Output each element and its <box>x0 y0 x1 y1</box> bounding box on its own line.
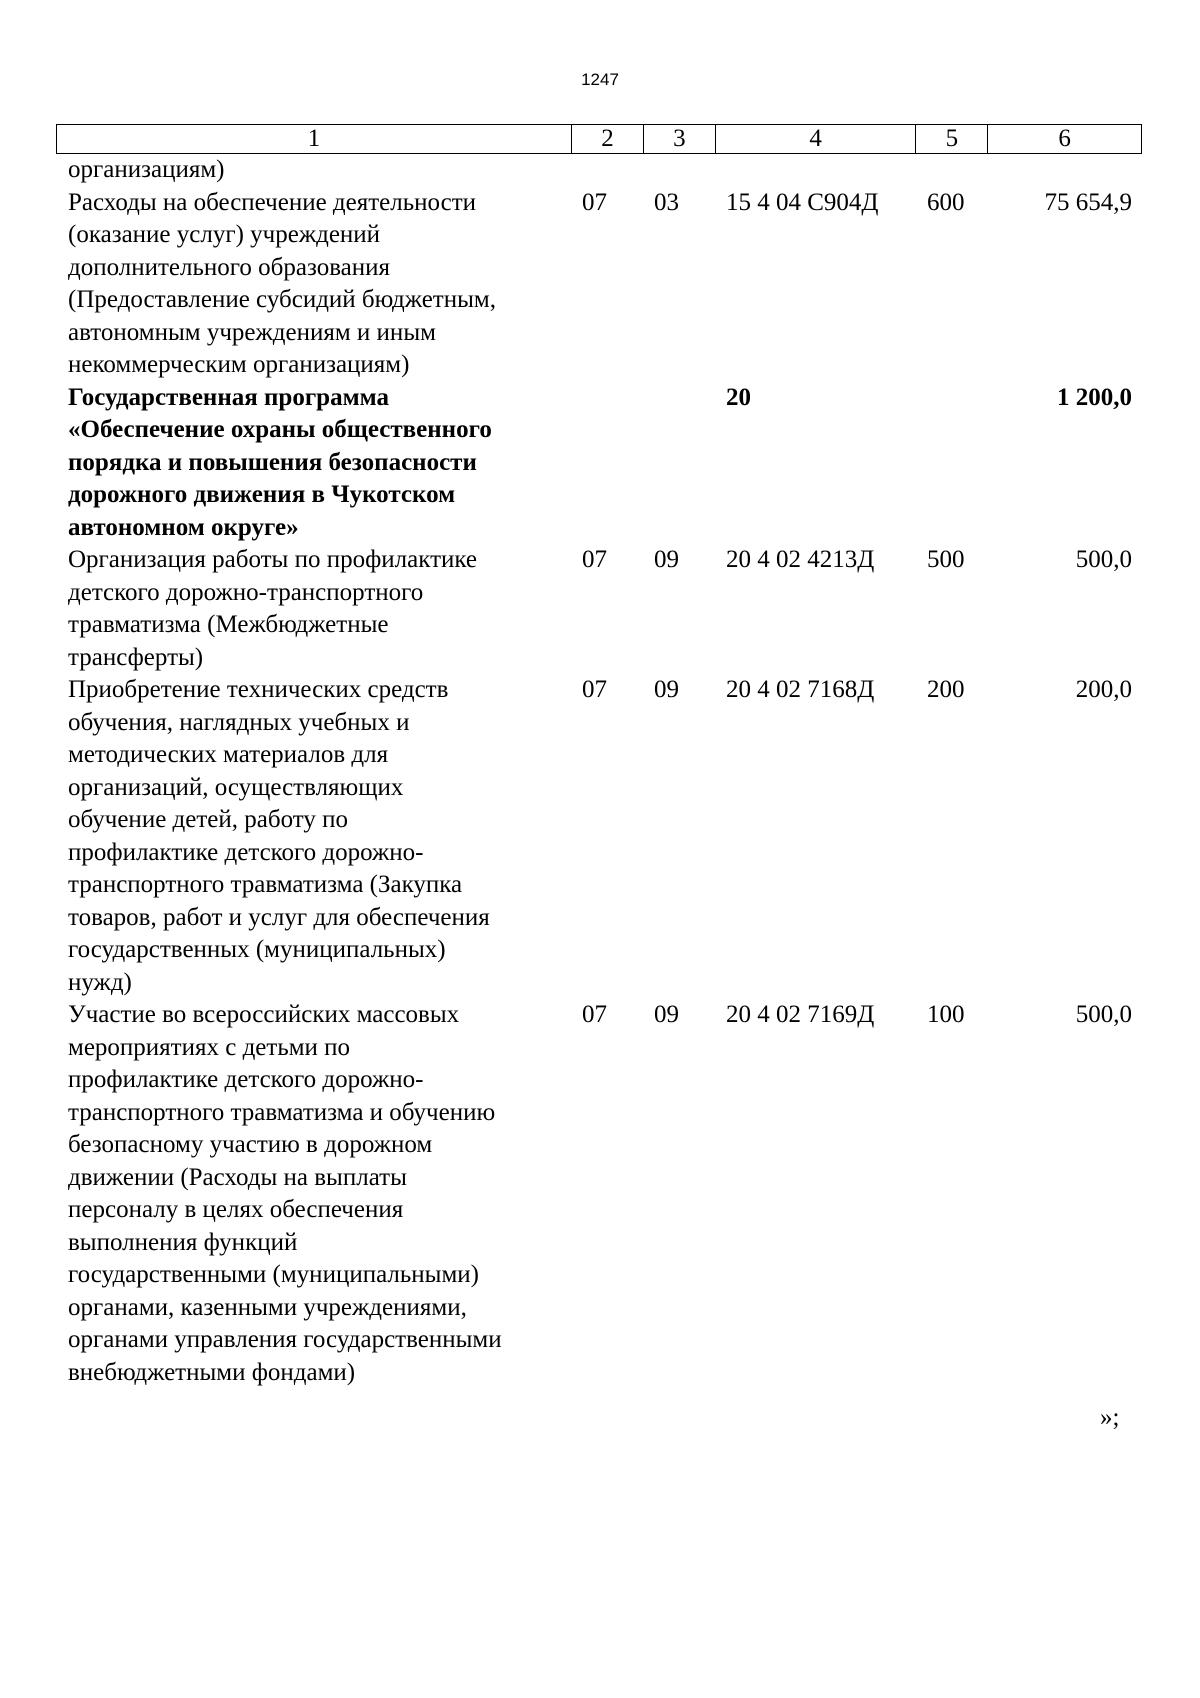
expense-type-code: 200 <box>927 676 965 703</box>
description-line: (Предоставление субсидий бюджетным, <box>68 286 496 313</box>
table-row <box>56 154 1142 187</box>
closing-quote-mark: »; <box>1100 1404 1120 1431</box>
description-line: транспортного травматизма (Закупка <box>68 871 463 898</box>
subsection-code: 09 <box>654 546 679 573</box>
column-header-3: 3 <box>644 125 716 153</box>
subsection-code <box>644 382 716 545</box>
amount: 75 654,9 <box>1044 188 1132 216</box>
description-line: некоммерческим организациям) <box>68 351 410 378</box>
column-header-1: 1 <box>57 125 572 153</box>
table-row <box>56 187 1142 382</box>
description-line: дополнительного образования <box>68 253 391 281</box>
table-row <box>56 544 1142 674</box>
description-line: выполнения функций <box>68 1228 298 1256</box>
description-line: профилактике детского дорожно- <box>68 838 424 866</box>
amount: 500,0 <box>1075 1001 1132 1028</box>
description-line: Организация работы по профилактике <box>68 546 477 573</box>
target-article-code: 20 <box>726 383 751 411</box>
table-row <box>56 674 1142 999</box>
subsection-code <box>644 154 716 187</box>
description-line: методических материалов для <box>68 741 389 768</box>
description-line: «Обеспечение охраны общественного <box>68 416 492 443</box>
amount <box>989 154 1142 187</box>
section-code: 07 <box>582 546 607 573</box>
description-line: государственными (муниципальными) <box>68 1261 479 1288</box>
amount: 1 200,0 <box>1057 383 1132 411</box>
expense-type-code <box>917 154 989 187</box>
description-line: государственных (муниципальных) <box>68 936 446 963</box>
amount: 500,0 <box>1075 546 1132 573</box>
expense-type-code: 100 <box>927 1001 965 1028</box>
description-line: автономным учреждениям и иным <box>68 318 436 346</box>
description-line: автономном округе» <box>68 513 299 541</box>
description-line: персоналу в целях обеспечения <box>68 1196 404 1223</box>
description-line: нужд) <box>68 968 132 996</box>
expense-type-code: 600 <box>927 188 965 216</box>
description-line: внебюджетными фондами) <box>68 1358 356 1386</box>
table-row <box>56 999 1142 1389</box>
target-article-code: 15 4 04 С904Д <box>726 188 879 216</box>
target-article-code: 20 4 02 4213Д <box>726 546 875 573</box>
expense-type-code: 500 <box>927 546 965 573</box>
row-description <box>56 382 572 545</box>
description-line: Приобретение технических средств <box>68 676 449 703</box>
description-line: обучение детей, работу по <box>68 806 348 833</box>
row-description <box>56 544 572 674</box>
row-description <box>56 999 572 1389</box>
column-header-5: 5 <box>916 125 988 153</box>
expense-type-code <box>917 382 989 545</box>
row-description <box>56 674 572 999</box>
description-line: дорожного движения в Чукотском <box>68 481 456 508</box>
program-row <box>56 382 1142 545</box>
subsection-code: 09 <box>654 676 679 703</box>
column-header-6: 6 <box>1058 125 1071 152</box>
subsection-code: 09 <box>654 1001 679 1028</box>
column-header-2: 2 <box>572 125 644 153</box>
column-header-4: 4 <box>716 125 917 153</box>
description-line: движении (Расходы на выплаты <box>68 1163 407 1191</box>
section-code <box>572 382 644 545</box>
table-header <box>56 124 1142 154</box>
description-line: детского дорожно-транспортного <box>68 578 424 606</box>
description-line: Участие во всероссийских массовых <box>68 1001 460 1028</box>
section-code: 07 <box>582 188 607 216</box>
target-article-code: 20 4 02 7168Д <box>726 676 875 703</box>
description-line: Расходы на обеспечение деятельности <box>68 188 477 216</box>
description-line: порядка и повышения безопасности <box>68 448 477 476</box>
section-code: 07 <box>582 1001 607 1028</box>
description-line: организациям) <box>68 156 225 183</box>
description-line: (оказание услуг) учреждений <box>68 221 381 248</box>
row-description <box>56 154 572 187</box>
section-code: 07 <box>582 676 607 703</box>
section-code <box>572 154 644 187</box>
table-body <box>56 154 1142 1389</box>
description-line: травматизма (Межбюджетные <box>68 611 389 638</box>
description-line: транспортного травматизма и обучению <box>68 1098 496 1126</box>
amount: 200,0 <box>1075 676 1132 703</box>
description-line: Государственная программа <box>68 383 389 411</box>
description-line: органами, казенными учреждениями, <box>68 1293 467 1321</box>
target-article-code <box>716 154 917 187</box>
page-number: 1247 <box>581 70 619 89</box>
target-article-code: 20 4 02 7169Д <box>726 1001 875 1028</box>
description-line: профилактике детского дорожно- <box>68 1066 424 1093</box>
subsection-code: 03 <box>654 188 679 216</box>
description-line: органами управления государственными <box>68 1326 502 1353</box>
description-line: безопасному участию в дорожном <box>68 1131 433 1158</box>
description-line: товаров, работ и услуг для обеспечения <box>68 903 490 931</box>
description-line: организаций, осуществляющих <box>68 773 404 801</box>
description-line: мероприятиях с детьми по <box>68 1033 351 1061</box>
description-line: трансферты) <box>68 643 204 671</box>
description-line: обучения, наглядных учебных и <box>68 708 410 736</box>
row-description <box>56 187 572 382</box>
